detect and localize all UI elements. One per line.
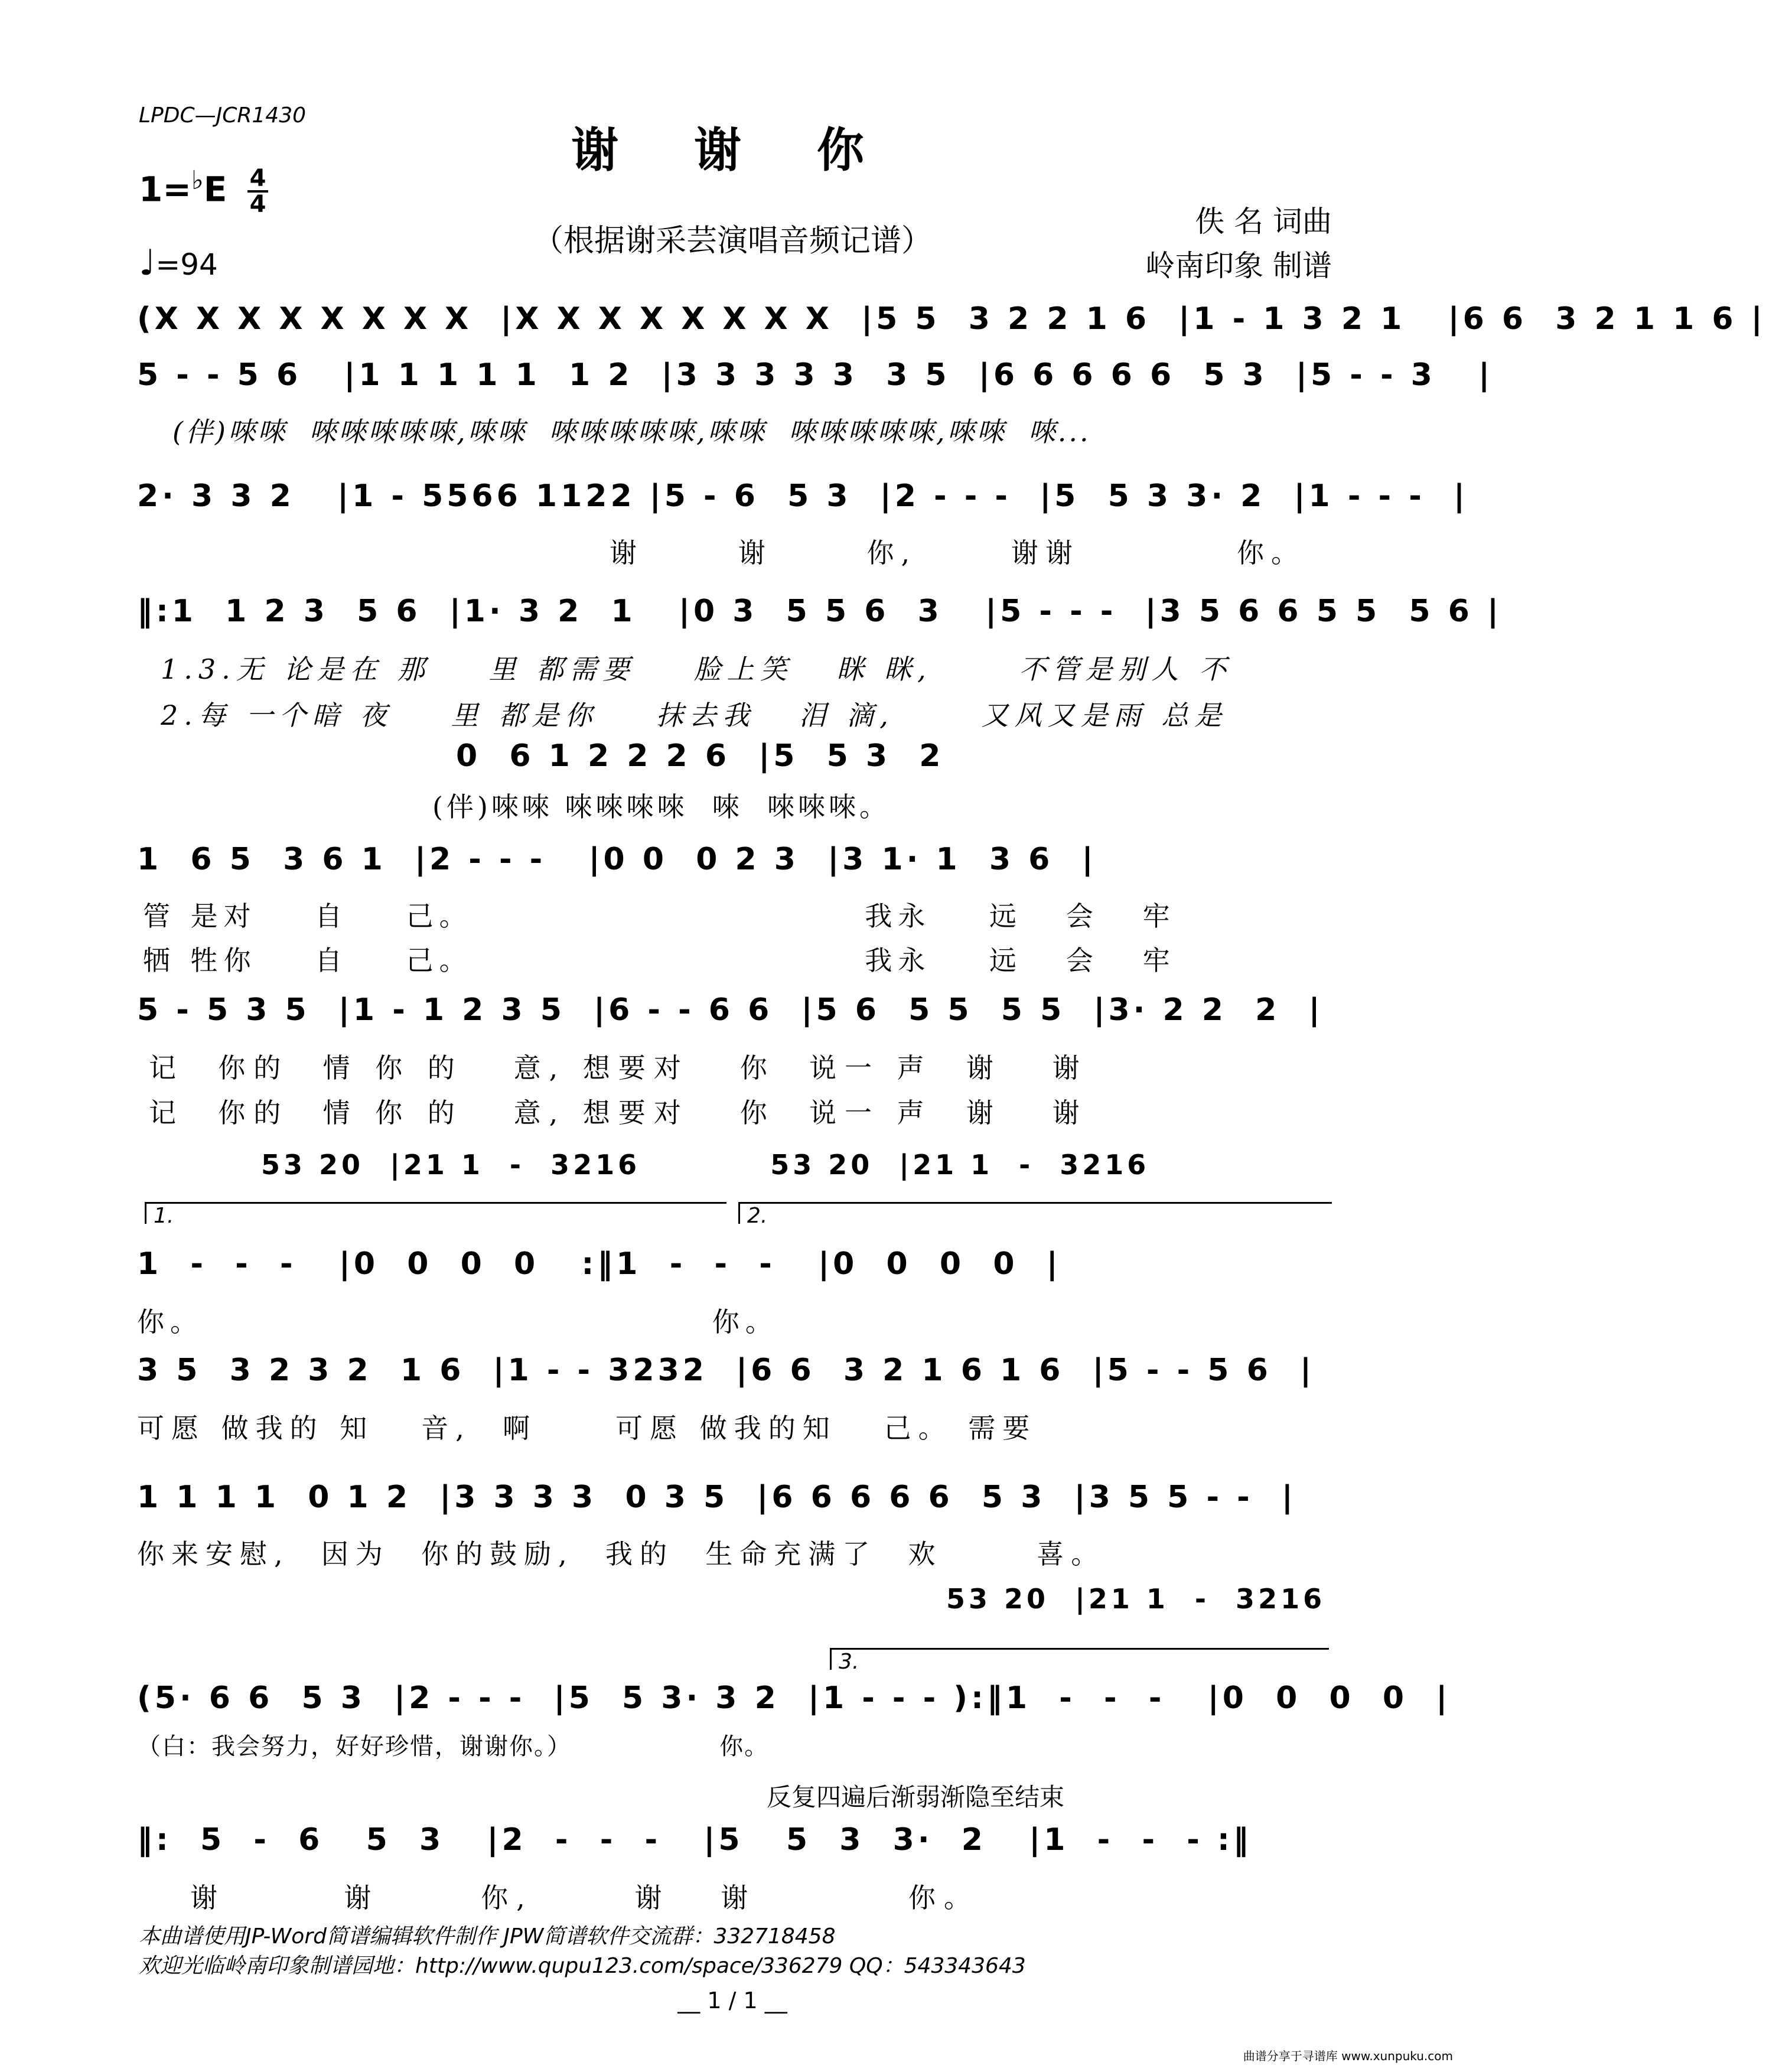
lyric-line-verse2: 牺 牲你 自 己。 我永 远 会 牢: [143, 944, 1176, 976]
flat-sign: ♭: [191, 165, 204, 196]
score-code: LPDC—JCR1430: [139, 103, 307, 128]
accompaniment-line: 53 20 |21 1 - 3216: [946, 1583, 1326, 1615]
score-row-4: [137, 594, 1502, 731]
key-prefix: 1=: [139, 169, 191, 210]
credit-composer: 佚 名 词曲: [1195, 204, 1332, 239]
notation-line: 1 - - - |0 0 0 0 :‖1 - - - |0 0 0 0 |: [137, 1246, 1061, 1282]
footer-line-2: 欢迎光临岭南印象制谱园地：http://www.qupu123.com/space/336279 QQ：543343643: [139, 1954, 1026, 1978]
ending-bracket-1: 1.: [145, 1202, 726, 1224]
page-title: 谢 谢 你: [571, 122, 894, 178]
notation-line: 1 1 1 1 0 1 2 |3 3 3 3 0 3 5 |6 6 6 6 6 5 3 |3 5 5 - - |: [137, 1480, 1296, 1515]
time-signature: [247, 165, 269, 219]
lyric-line: (伴)唻唻 唻唻唻唻唻,唻唻 唻唻唻唻唻,唻唻 唻唻唻唻唻,唻唻 唻...: [172, 416, 1091, 448]
performance-instruction: 反复四遍后渐弱渐隐至结束: [766, 1783, 1064, 1812]
watermark: 曲谱分享于寻谱库 www.xunpuku.com: [1243, 2049, 1453, 2063]
lyric-line: 你来安慰, 因为 你的鼓励, 我的 生命充满了 欢 喜。: [137, 1538, 1106, 1570]
lyric-line: （白：我会努力，好好珍惜，谢谢你。） 你。: [137, 1733, 770, 1760]
notation-line: (X X X X X X X X |X X X X X X X X |5 5 3 2 2 1 6 |1 - 1 3 2 1 |6 6 3 2 1 1 6 |: [137, 301, 1766, 337]
credit-arranger: 岭南印象 制谱: [1145, 249, 1332, 283]
score-row-2: [137, 357, 1494, 448]
meter-top: 4: [247, 167, 269, 193]
ending-bracket-3: 3.: [830, 1648, 1329, 1670]
notation-line: 5 - - 5 6 |1 1 1 1 1 1 2 |3 3 3 3 3 3 5 |6 6 6 6 6 5 3 |5 - - 3 |: [137, 357, 1494, 393]
score-row-9: [137, 1246, 1328, 1338]
subtitle: （根据谢采芸演唱音频记谱）: [532, 223, 932, 259]
lyric-line: (伴)唻唻 唻唻唻唻 唻 唻唻唻。: [432, 791, 891, 823]
score-row-13: [137, 1680, 1451, 1760]
lyric-line-verse2: 记 你的 情 你 的 意, 想要对 你 说一 声 谢 谢: [149, 1097, 1088, 1129]
lyric-line-verse1: 管 是对 自 己。 我永 远 会 牢: [143, 900, 1176, 932]
quarter-note-icon: ♩: [139, 242, 156, 284]
key-signature: [139, 165, 268, 219]
lyric-line: 可愿 做我的 知 音, 啊 可愿 做我的知 己。 需要: [137, 1412, 1037, 1444]
notation-line: ‖: 5 - 6 5 3 |2 - - - |5 5 3 3· 2 |1 - - - :‖: [137, 1822, 1252, 1858]
notation-line: 2· 3 3 2 |1 - 5566 1122 |5 - 6 5 3 |2 - - - |5 5 3 3· 2 |1 - - - |: [137, 478, 1468, 514]
score-row-1: [137, 301, 1766, 348]
score-row-3: [137, 478, 1468, 569]
notation-line: 0 6 1 2 2 2 6 |5 5 3 2: [456, 738, 944, 774]
lyric-line-verse2: 2.每 一个暗 夜 里 都是你 抹去我 泪 滴, 又风又是雨 总是: [161, 699, 1228, 731]
score-row-5: [137, 738, 1328, 823]
lyric-line: 谢 谢 你, 谢谢 你。: [610, 537, 1306, 569]
score-row-7: [137, 992, 1328, 1129]
notation-line: 5 - 5 3 5 |1 - 1 2 3 5 |6 - - 6 6 |5 6 5 5 5 5 |3· 2 2 2 |: [137, 992, 1324, 1028]
footer-line-1: 本曲谱使用JP-Word简谱编辑软件制作 JPW简谱软件交流群：332718458: [139, 1924, 836, 1949]
tempo-value: =94: [155, 247, 218, 282]
score-row-6: [137, 842, 1328, 976]
lyric-line: 你。 你。: [137, 1306, 778, 1338]
score-row-8: [137, 1149, 1328, 1196]
meter-bottom: 4: [249, 191, 266, 219]
notation-line: 3 5 3 2 3 2 1 6 |1 - - 3232 |6 6 3 2 1 6 1 6 |5 - - 5 6 |: [137, 1353, 1315, 1388]
notation-line: (5· 6 6 5 3 |2 - - - |5 5 3· 3 2 |1 - - - ):‖1 - - - |0 0 0 0 |: [137, 1680, 1451, 1716]
ending-bracket-2: 2.: [738, 1202, 1332, 1224]
page-number: __ 1 / 1 __: [677, 1988, 787, 2014]
lyric-line: 谢 谢 你, 谢 谢 你。: [190, 1882, 979, 1914]
notation-line: 1 6 5 3 6 1 |2 - - - |0 0 0 2 3 |3 1· 1 3 6 |: [137, 842, 1097, 877]
score-row-11: [137, 1480, 1328, 1570]
lyric-line-verse1: 记 你的 情 你 的 意, 想要对 你 说一 声 谢 谢: [149, 1052, 1088, 1084]
notation-line: ‖:1 1 2 3 5 6 |1· 3 2 1 |0 3 5 5 6 3 |5 - - - |3 5 6 6 5 5 5 6 |: [137, 594, 1502, 629]
score-row-14: [137, 1822, 1328, 1914]
key-note: E: [203, 169, 227, 210]
score-row-12: [137, 1583, 1328, 1630]
accompaniment-line: 53 20 |21 1 - 3216 53 20 |21 1 - 3216: [261, 1149, 1150, 1181]
lyric-line-verse1: 1.3.无 论是在 那 里 都需要 脸上笑 眯 眯, 不管是别人 不: [161, 653, 1233, 685]
score-row-10: [137, 1353, 1328, 1444]
